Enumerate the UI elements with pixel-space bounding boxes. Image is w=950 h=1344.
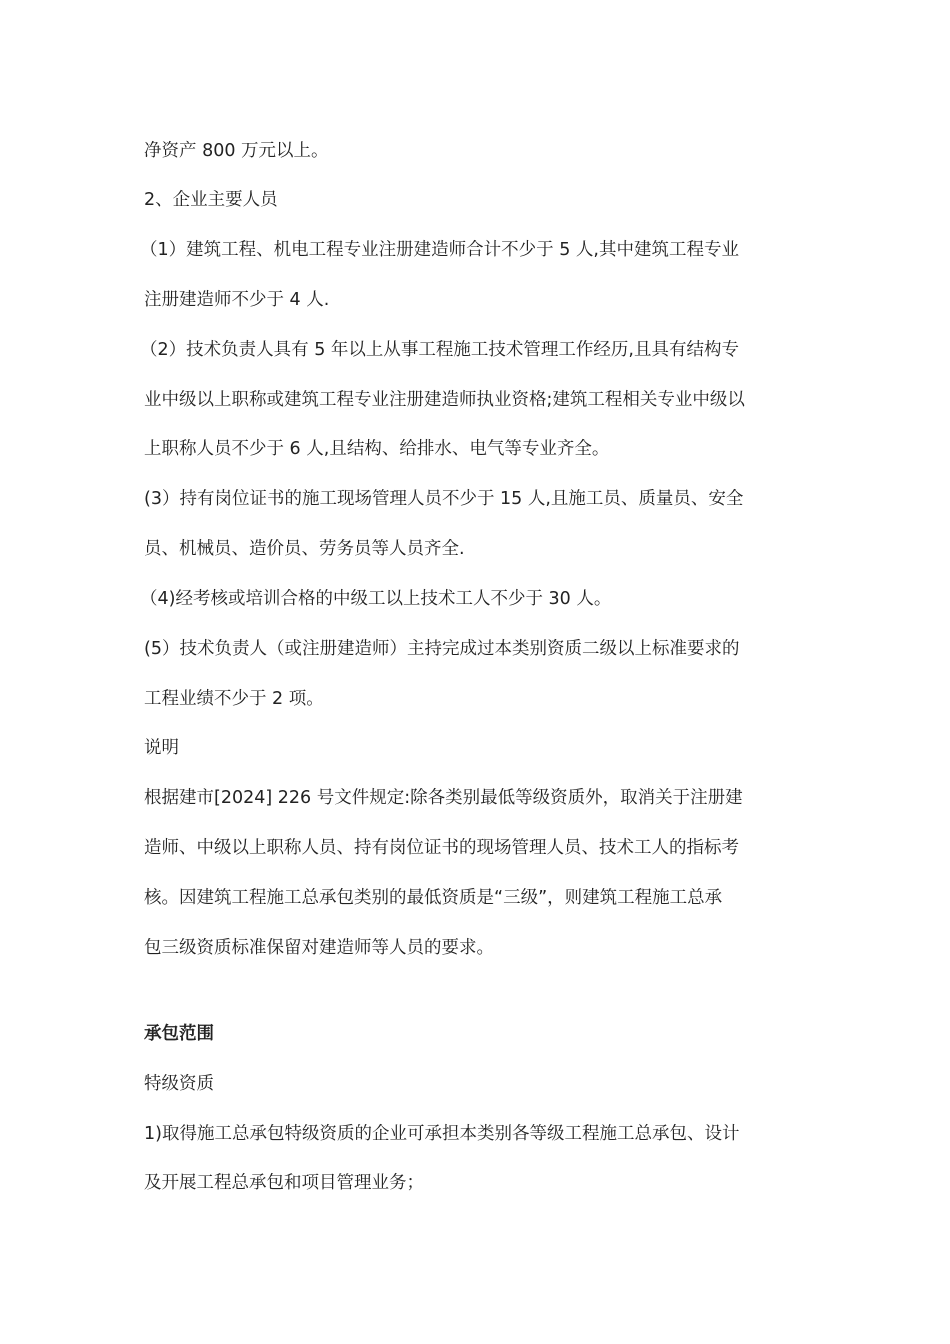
item-1-line-1: （1）建筑工程、机电工程专业注册建造师合计不少于 5 人,其中建筑工程专业 [140,240,739,260]
heading-key-personnel: 2、企业主要人员 [144,190,278,210]
section-title-contract-scope: 承包范围 [144,1024,214,1044]
item-1-line-2: 注册建造师不少于 4 人. [144,290,330,310]
item-2-line-3: 上职称人员不少于 6 人,且结构、给排水、电气等专业齐全。 [144,439,610,459]
item-3-line-1: (3）持有岗位证书的施工现场管理人员不少于 15 人,且施工员、质量员、安全 [144,489,744,509]
item-5-line-1: (5）技术负责人（或注册建造师）主持完成过本类别资质二级以上标准要求的 [144,639,740,659]
note-line-4: 包三级资质标准保留对建造师等人员的要求。 [144,938,494,958]
item-2-line-2: 业中级以上职称或建筑工程专业注册建造师执业资格;建筑工程相关专业中级以 [144,390,745,410]
item-4: （4)经考核或培训合格的中级工以上技术工人不少于 30 人。 [140,589,612,609]
item-5-line-2: 工程业绩不少于 2 项。 [144,689,324,709]
heading-special-grade: 特级资质 [144,1074,214,1094]
item-3-line-2: 员、机械员、造价员、劳务员等人员齐全. [144,539,465,559]
scope-item-1-line-2: 及开展工程总承包和项目管理业务； [144,1173,424,1193]
note-line-2: 造师、中级以上职称人员、持有岗位证书的现场管理人员、技术工人的指标考 [144,838,739,858]
heading-note: 说明 [144,738,179,758]
scope-item-1-line-1: 1)取得施工总承包特级资质的企业可承担本类别各等级工程施工总承包、设计 [144,1124,740,1144]
note-line-3: 核。因建筑工程施工总承包类别的最低资质是“三级”，则建筑工程施工总承 [144,888,723,908]
item-2-line-1: （2）技术负责人具有 5 年以上从事工程施工技术管理工作经历,且具有结构专 [140,340,739,360]
paragraph-net-assets: 净资产 800 万元以上。 [144,141,329,161]
note-line-1: 根据建市[2024] 226 号文件规定:除各类别最低等级资质外，取消关于注册建 [144,788,743,808]
